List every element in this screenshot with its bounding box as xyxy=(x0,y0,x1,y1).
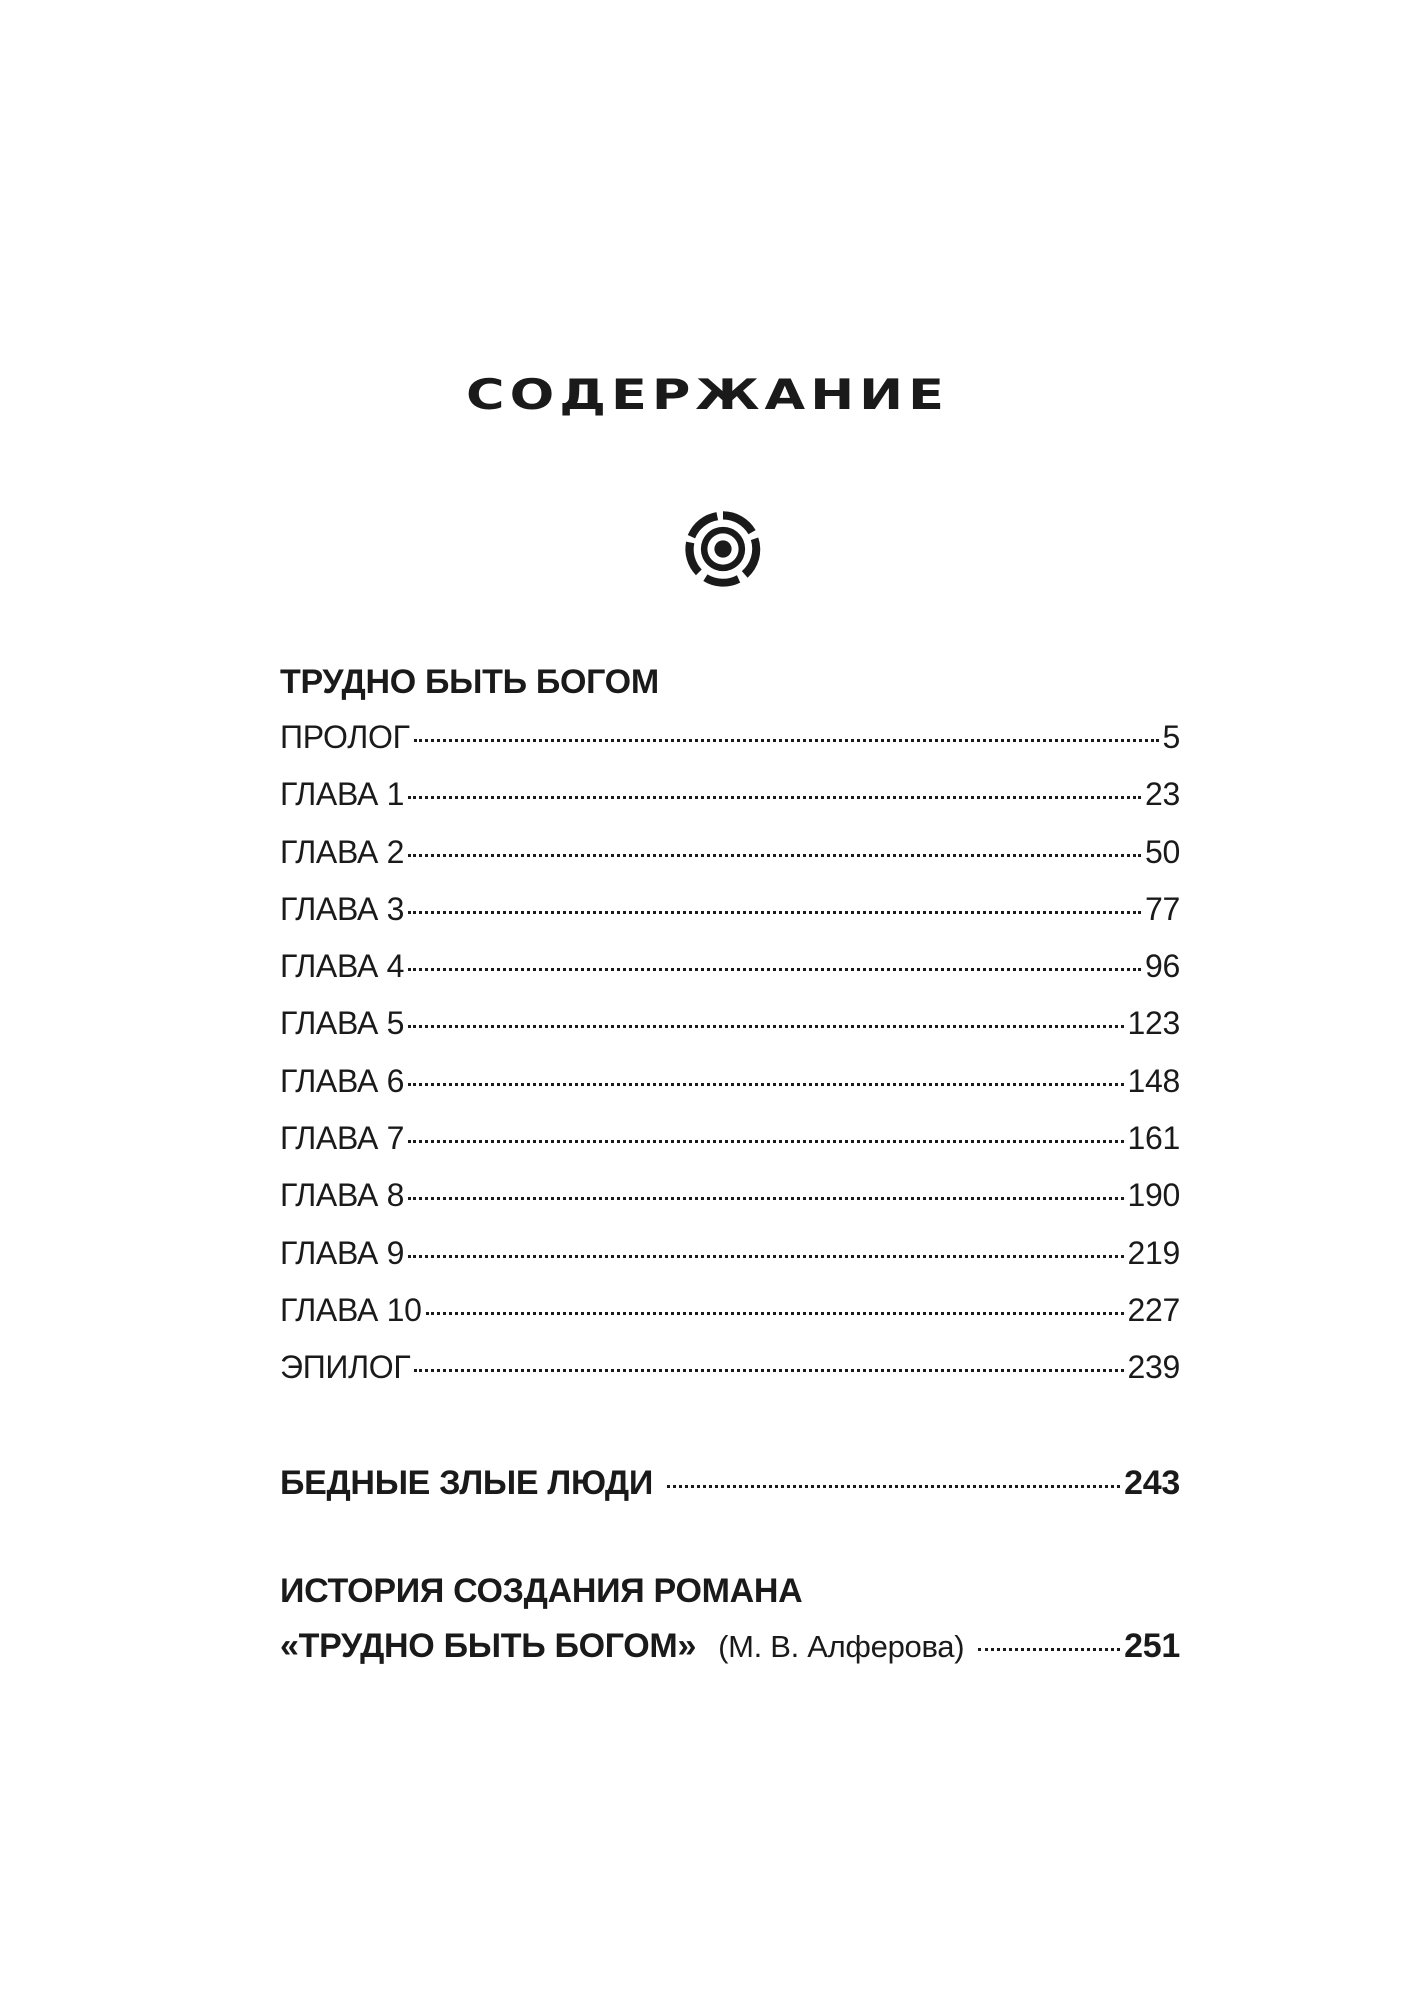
toc-entry[interactable] xyxy=(280,1282,1180,1339)
toc-entry-page: 251 xyxy=(1124,1626,1180,1665)
toc-entry-page: 5 xyxy=(1162,719,1180,755)
toc-entry-label: ГЛАВА 7 xyxy=(280,1120,405,1157)
toc-entry[interactable] xyxy=(280,1339,1180,1396)
toc-entry-label: ГЛАВА 5 xyxy=(280,1005,405,1042)
toc-entry-label: ГЛАВА 3 xyxy=(280,890,405,927)
dot-leader xyxy=(414,739,1159,742)
dot-leader xyxy=(667,1485,1120,1488)
dot-leader xyxy=(408,796,1141,799)
dot-leader xyxy=(408,854,1141,857)
toc-entry-label: ГЛАВА 10 xyxy=(280,1291,422,1328)
toc-entry-label: «ТРУДНО БЫТЬ БОГОМ» xyxy=(280,1626,697,1665)
toc-entry-label: ЭПИЛОГ xyxy=(280,1349,411,1386)
dot-leader xyxy=(408,1140,1123,1143)
toc-entry-page: 161 xyxy=(1127,1120,1180,1157)
novel-entries-list xyxy=(280,709,1180,1397)
dot-leader xyxy=(426,1312,1124,1315)
dot-leader xyxy=(408,911,1141,914)
toc-entry-page: 123 xyxy=(1127,1005,1180,1042)
toc-entry-page: 23 xyxy=(1145,776,1180,813)
toc-entry[interactable] xyxy=(280,1110,1180,1167)
dot-leader xyxy=(408,1255,1123,1258)
toc-entry-story[interactable] xyxy=(280,1455,1180,1512)
toc-entry-label: ГЛАВА 4 xyxy=(280,948,405,985)
toc-entry[interactable] xyxy=(280,1167,1180,1224)
page-title: СОДЕРЖАНИЕ xyxy=(466,370,949,419)
toc-entry-label: ГЛАВА 2 xyxy=(280,833,405,870)
dot-leader xyxy=(408,1025,1123,1028)
toc-entry-label: ГЛАВА 1 xyxy=(280,776,405,813)
dot-leader xyxy=(414,1369,1123,1372)
toc-entry[interactable] xyxy=(280,824,1180,881)
toc-entry-page: 239 xyxy=(1127,1349,1180,1386)
dot-leader xyxy=(408,1083,1123,1086)
toc-entry-label: БЕДНЫЕ ЗЛЫЕ ЛЮДИ xyxy=(280,1463,653,1502)
toc-entry-page: 190 xyxy=(1127,1177,1180,1214)
toc-entry[interactable] xyxy=(280,881,1180,938)
table-of-contents xyxy=(280,655,1180,1675)
toc-entry[interactable] xyxy=(280,1225,1180,1282)
section-heading-novel: ТРУДНО БЫТЬ БОГОМ xyxy=(280,663,659,701)
toc-entry[interactable] xyxy=(280,709,1180,766)
toc-entry-label: ПРОЛОГ xyxy=(280,719,410,755)
toc-entry-author: (М. В. Алферова) xyxy=(718,1628,965,1664)
toc-entry-page: 219 xyxy=(1127,1234,1180,1271)
toc-entry-label: ГЛАВА 6 xyxy=(280,1062,405,1099)
toc-entry[interactable] xyxy=(280,1053,1180,1110)
dot-leader xyxy=(408,968,1141,971)
toc-entry-label: ГЛАВА 9 xyxy=(280,1234,405,1271)
target-ornament-icon xyxy=(682,508,764,590)
toc-entry-page: 96 xyxy=(1145,948,1180,985)
toc-entry-page: 77 xyxy=(1145,890,1180,927)
toc-entry[interactable] xyxy=(280,766,1180,823)
dot-leader xyxy=(978,1648,1120,1651)
toc-entry-history[interactable] xyxy=(280,1618,1180,1675)
dot-leader xyxy=(408,1197,1123,1200)
toc-entry[interactable] xyxy=(280,938,1180,995)
toc-entry-page: 148 xyxy=(1127,1062,1180,1099)
toc-entry-page: 227 xyxy=(1127,1291,1180,1328)
toc-entry-page: 50 xyxy=(1145,833,1180,870)
toc-entry[interactable] xyxy=(280,995,1180,1052)
section-heading-history: ИСТОРИЯ СОЗДАНИЯ РОМАНА xyxy=(280,1571,803,1610)
toc-entry-page: 243 xyxy=(1124,1463,1180,1502)
toc-entry-label: ГЛАВА 8 xyxy=(280,1177,405,1214)
